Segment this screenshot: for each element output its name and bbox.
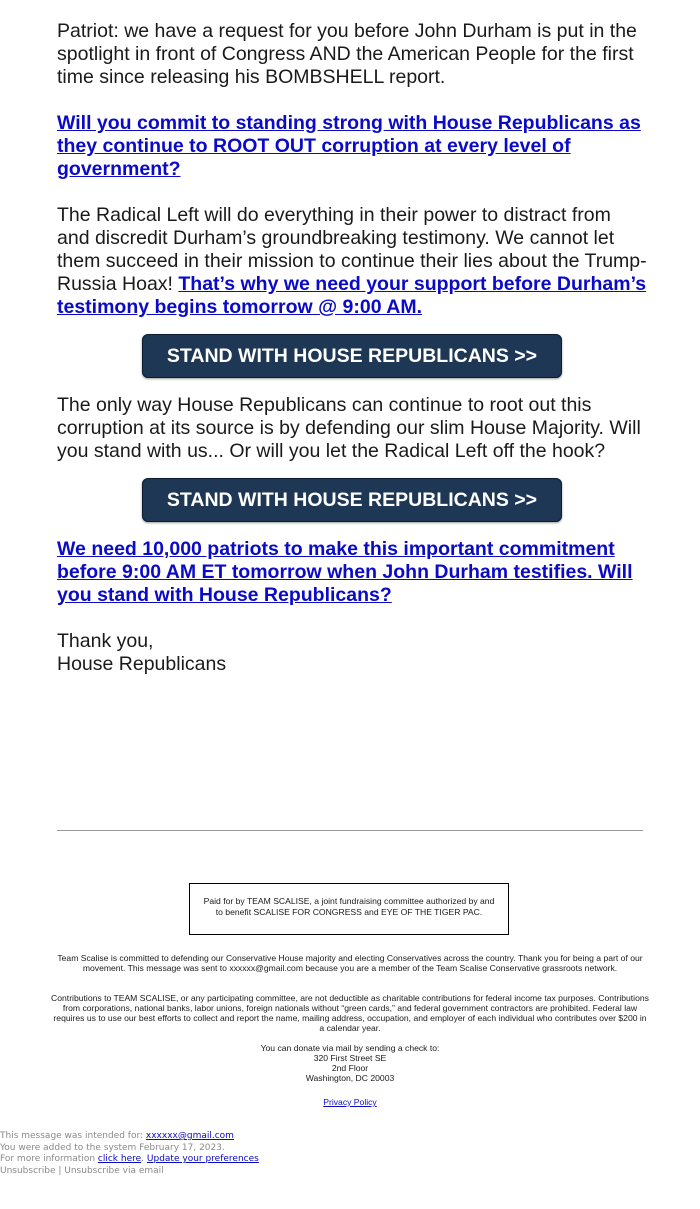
intended-for-label: This message was intended for: bbox=[0, 1131, 146, 1141]
address-line-3: Washington, DC 20003 bbox=[305, 1073, 395, 1083]
privacy-policy-link[interactable]: Privacy Policy bbox=[323, 1097, 377, 1107]
address-line-1: 320 First Street SE bbox=[313, 1053, 387, 1063]
subscription-footer bbox=[0, 1131, 400, 1177]
paid-for-disclaimer: Paid for by TEAM SCALISE, a joint fundraising committee authorized by and to benefit SCALISE FOR CONGRESS and EYE OF THE TIGER PAC. bbox=[189, 883, 509, 935]
intended-email-link[interactable]: xxxxxx@gmail.com bbox=[145, 1131, 234, 1141]
signoff bbox=[57, 630, 647, 676]
more-info-label: For more information bbox=[0, 1154, 98, 1164]
mailing-address bbox=[200, 1043, 500, 1083]
signoff-thanks: Thank you, bbox=[57, 630, 154, 652]
footer-divider bbox=[57, 830, 643, 831]
radical-left-paragraph bbox=[57, 204, 647, 319]
majority-paragraph: The only way House Republicans can continue to root out this corruption at its source is by defending our slim House Majority. Will you stand with us... Or will you let the Radical Left off the hook? bbox=[57, 394, 641, 462]
signoff-sender: House Republicans bbox=[57, 653, 227, 675]
email-body bbox=[57, 20, 647, 676]
separator: . bbox=[141, 1154, 147, 1164]
membership-notice: Team Scalise is committed to defending our Conservative House majority and electing Conservatives across the country. Thank you for being a part of our movement. This message was sent to xxxxxx@gmail.com because you are a member of the Team Scalise Conservative grassroots network. bbox=[57, 953, 643, 973]
headline-link-commit[interactable]: Will you commit to standing strong with House Republicans as they continue to ROOT OUT corruption at every level of government? bbox=[57, 112, 641, 180]
support-link[interactable]: That’s why we need your support before Durham’s testimony begins tomorrow @ 9:00 AM. bbox=[57, 273, 647, 318]
stand-with-republicans-button-2[interactable]: STAND WITH HOUSE REPUBLICANS >> bbox=[142, 478, 562, 522]
unsubscribe-via-email-link[interactable]: Unsubscribe via email bbox=[64, 1165, 164, 1176]
headline-link-10000-patriots[interactable]: We need 10,000 patriots to make this important commitment before 9:00 AM ET tomorrow when John Durham testifies. Will you stand with House Republicans? bbox=[57, 538, 633, 606]
pipe-separator: | bbox=[55, 1165, 65, 1176]
radical-left-text: The Radical Left will do everything in their power to distract from and discredit Durham’s groundbreaking testimony. We cannot let them succeed in their mission to continue their lies about the Trump-Russia Hoax! bbox=[57, 204, 647, 295]
contributions-notice: Contributions to TEAM SCALISE, or any participating committee, are not deductible as charitable contributions for federal income tax purposes. Contributions from corporations, national banks, labor unions, foreign nationals without “green cards,” and federal government contractors are prohibited. Federal law requires us to use our best efforts to collect and report the name, mailing address, occupation, and employer of each individual who contributes over $200 in a calendar year. bbox=[51, 993, 649, 1033]
update-preferences-link[interactable]: Update your preferences bbox=[146, 1154, 259, 1164]
mail-intro: You can donate via mail by sending a check to: bbox=[260, 1043, 440, 1053]
address-line-2: 2nd Floor bbox=[331, 1063, 369, 1073]
added-date: You were added to the system February 17, 2023. bbox=[0, 1142, 225, 1153]
unsubscribe-link[interactable]: Unsubscribe bbox=[0, 1165, 56, 1176]
stand-with-republicans-button[interactable]: STAND WITH HOUSE REPUBLICANS >> bbox=[142, 334, 562, 378]
intro-paragraph: Patriot: we have a request for you before John Durham is put in the spotlight in front of Congress AND the American People for the first time since releasing his BOMBSHELL report. bbox=[57, 20, 637, 88]
click-here-link[interactable]: click here bbox=[97, 1154, 142, 1164]
